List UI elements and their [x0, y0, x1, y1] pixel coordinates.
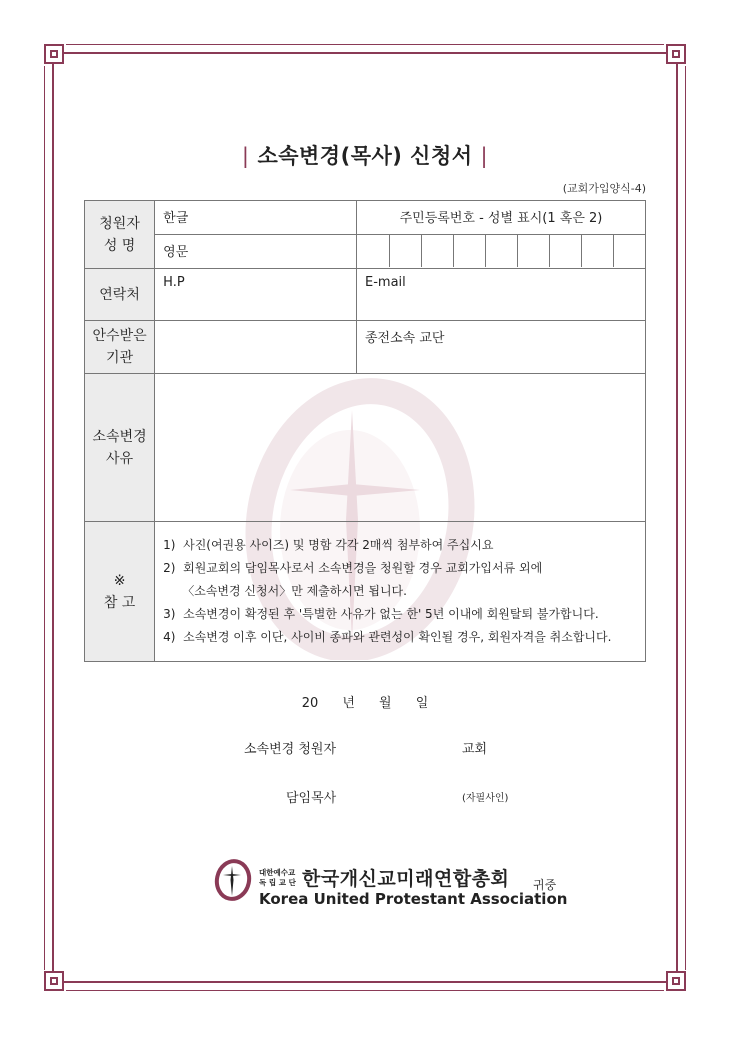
corner-ornament-tr — [666, 44, 686, 64]
ssn-label: 주민등록번호 - 성별 표시(1 혹은 2) — [399, 211, 603, 226]
note-item: 2) 회원교회의 담임목사로서 소속변경을 청원할 경우 교회가입서류 외에 — [163, 561, 543, 575]
applicant-signature-label: 소속변경 청원자 — [244, 742, 337, 757]
notes-list — [155, 522, 645, 657]
title-text: 소속변경(목사) 신청서 — [257, 144, 473, 168]
korean-name-cell[interactable] — [155, 201, 357, 235]
frame-right-outer — [685, 66, 686, 970]
corner-ornament-bl — [44, 971, 64, 991]
frame-top — [52, 52, 678, 54]
title-bar-right: | — [480, 144, 489, 168]
applicant-name-header: 청원자 성 명 — [85, 201, 155, 269]
org-small-line1: 대한예수교 — [259, 868, 296, 877]
ssn-header-cell — [357, 201, 646, 235]
frame-bottom — [52, 981, 678, 983]
frame-left-outer — [44, 66, 45, 970]
ssn-box[interactable] — [357, 235, 389, 267]
frame-right — [676, 52, 678, 983]
frame-left — [52, 52, 54, 983]
church-label: 교회 — [462, 742, 488, 757]
ssn-box[interactable] — [389, 235, 421, 267]
ssn-box[interactable] — [613, 235, 645, 267]
recipient-label: 귀중 — [533, 878, 557, 892]
frame-top-outer — [66, 44, 664, 45]
ssn-box[interactable] — [421, 235, 453, 267]
corner-ornament-tl — [44, 44, 64, 64]
note-item: 1) 사진(여권용 사이즈) 및 명함 각각 2매씩 첨부하여 주십시요 — [163, 538, 494, 552]
korean-label: 한글 — [163, 211, 189, 226]
org-name-english: Korea United Protestant Association — [259, 890, 568, 908]
reason-header: 소속변경 사유 — [85, 374, 155, 522]
ssn-input-cell[interactable] — [357, 235, 646, 269]
email-cell[interactable] — [357, 269, 646, 321]
note-item: 〈소속변경 신청서〉만 제출하시면 됩니다. — [163, 584, 407, 598]
corner-ornament-br — [666, 971, 686, 991]
ssn-box[interactable] — [549, 235, 581, 267]
hp-label: H.P — [163, 275, 185, 290]
page-title — [0, 140, 730, 170]
title-bar-left: | — [241, 144, 250, 168]
pastor-label: 담임목사 — [286, 791, 337, 806]
org-logo-icon — [212, 858, 252, 902]
date-line: 20 년 월 일 — [301, 696, 429, 711]
org-denomination — [259, 868, 296, 888]
reason-cell[interactable] — [155, 374, 646, 522]
english-name-cell[interactable] — [155, 235, 357, 269]
frame-bottom-outer — [66, 990, 664, 991]
ssn-box[interactable] — [453, 235, 485, 267]
hp-cell[interactable] — [155, 269, 357, 321]
note-item: 3) 소속변경이 확정된 후 '특별한 사유가 없는 한' 5년 이내에 회원탈퇴 불가합니다. — [163, 607, 599, 621]
note-item: 4) 소속변경 이후 이단, 사이비 종파와 관련성이 확인될 경우, 회원자격을 취소합니다. — [163, 630, 612, 644]
org-small-line2: 독 립 교 단 — [259, 878, 296, 887]
previous-denomination-cell[interactable] — [357, 321, 646, 374]
notes-cell — [155, 522, 646, 662]
english-label: 영문 — [163, 245, 189, 260]
ssn-box[interactable] — [485, 235, 517, 267]
notes-header: ※ 참 고 — [85, 522, 155, 662]
ssn-dash — [581, 235, 613, 267]
handwritten-signature-label: (자필사인) — [462, 793, 509, 804]
receiving-org-cell[interactable] — [155, 321, 357, 374]
previous-denomination-label: 종전소속 교단 — [365, 331, 445, 346]
org-name-korean: 한국개신교미래연합총회 — [302, 868, 510, 890]
ssn-box[interactable] — [517, 235, 549, 267]
contact-header: 연락처 — [85, 269, 155, 321]
form-code: (교회가입양식-4) — [562, 182, 646, 195]
receiving-org-header: 안수받은 기관 — [85, 321, 155, 374]
email-label: E-mail — [365, 275, 406, 290]
application-form-table — [84, 200, 646, 662]
